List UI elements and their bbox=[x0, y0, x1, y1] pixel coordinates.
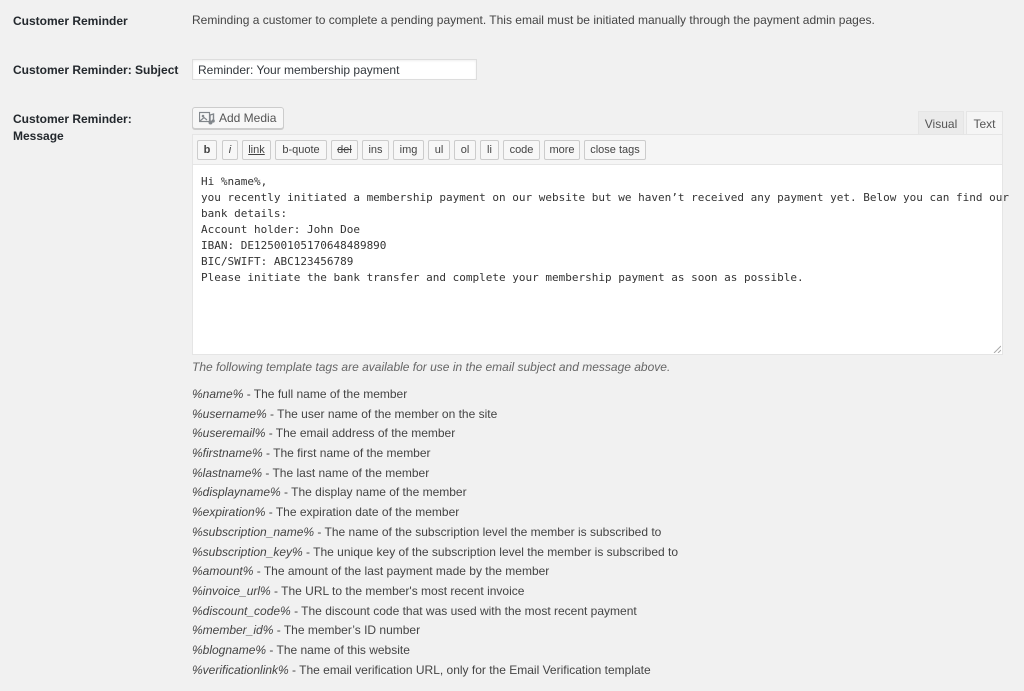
template-tag: %subscription_name% bbox=[192, 524, 315, 539]
qt-close-tags-button[interactable]: close tags bbox=[584, 140, 646, 160]
template-tag: %firstname% bbox=[192, 446, 263, 461]
message-line: Account holder: John Doe bbox=[201, 223, 360, 236]
list-item bbox=[192, 524, 678, 544]
list-item bbox=[192, 465, 678, 485]
template-tag: %invoice_url% bbox=[192, 583, 271, 598]
list-item bbox=[192, 563, 678, 583]
add-media-button[interactable] bbox=[192, 107, 284, 129]
list-item bbox=[192, 642, 678, 662]
qt-code-button[interactable]: code bbox=[503, 140, 540, 160]
qt-ins-button[interactable]: ins bbox=[362, 140, 389, 160]
qt-img-button[interactable]: img bbox=[393, 140, 424, 160]
list-item bbox=[192, 583, 678, 603]
list-item bbox=[192, 544, 678, 564]
list-item bbox=[192, 406, 678, 426]
customer-reminder-description: Reminding a customer to complete a pending payment. This email must be initiated manually through the payment admin pages. bbox=[192, 13, 875, 27]
template-tag: %subscription_key% bbox=[192, 544, 303, 559]
template-tag-description: - The discount code that was used with the most recent payment bbox=[290, 603, 637, 618]
message-line: IBAN: DE12500105170648489890 bbox=[201, 239, 387, 252]
template-tag-description: - The user name of the member on the site bbox=[266, 406, 498, 421]
list-item bbox=[192, 386, 678, 406]
template-tag: %verificationlink% bbox=[192, 662, 289, 677]
list-item bbox=[192, 484, 678, 504]
message-textarea[interactable] bbox=[192, 164, 1009, 355]
template-tag-description: - The display name of the member bbox=[280, 485, 467, 500]
subject-input[interactable] bbox=[192, 59, 477, 80]
qt-ul-button[interactable]: ul bbox=[428, 140, 450, 160]
qt-italic-button[interactable]: i bbox=[222, 140, 238, 160]
customer-reminder-label: Customer Reminder bbox=[13, 14, 128, 28]
list-item bbox=[192, 662, 678, 682]
message-line: Hi %name%, bbox=[201, 175, 268, 188]
qt-bquote-button[interactable]: b-quote bbox=[275, 140, 327, 160]
template-tag: %member_id% bbox=[192, 623, 274, 638]
qt-bold-button[interactable]: b bbox=[197, 140, 217, 160]
template-tag-description: - The URL to the member's most recent invoice bbox=[270, 583, 525, 598]
message-line: bank details: bbox=[201, 207, 288, 220]
message-label-line1: Customer Reminder: bbox=[13, 112, 132, 126]
template-tag: %displayname% bbox=[192, 485, 281, 500]
message-label-line2: Message bbox=[13, 129, 64, 143]
template-tag: %useremail% bbox=[192, 426, 266, 441]
list-item bbox=[192, 425, 678, 445]
template-tag: %amount% bbox=[192, 564, 254, 579]
message-line: BIC/SWIFT: ABC123456789 bbox=[201, 255, 354, 268]
template-tag-description: - The name of the subscription level the member is subscribed to bbox=[314, 524, 662, 539]
qt-ol-button[interactable]: ol bbox=[454, 140, 476, 160]
template-tag: %discount_code% bbox=[192, 603, 291, 618]
add-media-label: Add Media bbox=[219, 111, 277, 125]
list-item bbox=[192, 622, 678, 642]
template-tag-description: - The name of this website bbox=[266, 642, 410, 657]
qt-li-button[interactable]: li bbox=[480, 140, 499, 160]
message-line: you recently initiated a membership payment on our website but we haven’t received any payment yet. Below you can find our bbox=[201, 191, 1009, 204]
message-label bbox=[13, 111, 132, 145]
template-tag: %username% bbox=[192, 406, 267, 421]
template-tag: %expiration% bbox=[192, 505, 266, 520]
tab-text[interactable]: Text bbox=[966, 111, 1003, 135]
template-tags-list bbox=[192, 386, 678, 681]
qt-more-button[interactable]: more bbox=[544, 140, 580, 160]
template-tag-description: - The member’s ID number bbox=[273, 623, 421, 638]
template-tag-description: - The amount of the last payment made by the member bbox=[253, 564, 550, 579]
template-tag-description: - The email verification URL, only for the Email Verification template bbox=[288, 662, 651, 677]
template-tag-description: - The expiration date of the member bbox=[265, 505, 460, 520]
template-tag: %name% bbox=[192, 387, 244, 401]
message-line: Please initiate the bank transfer and complete your membership payment as soon as possible. bbox=[201, 271, 804, 284]
list-item bbox=[192, 445, 678, 465]
template-tag-description: - The email address of the member bbox=[265, 426, 456, 441]
list-item bbox=[192, 504, 678, 524]
tab-visual[interactable]: Visual bbox=[918, 111, 964, 135]
template-tags-help: The following template tags are available for use in the email subject and message above. bbox=[192, 360, 671, 374]
template-tag-description: - The first name of the member bbox=[262, 446, 431, 461]
template-tag-description: - The unique key of the subscription level the member is subscribed to bbox=[302, 544, 679, 559]
qt-link-button[interactable]: link bbox=[242, 140, 271, 160]
template-tag: %lastname% bbox=[192, 465, 263, 480]
media-icon bbox=[199, 111, 215, 125]
template-tag: %blogname% bbox=[192, 642, 267, 657]
qt-del-button[interactable]: del bbox=[331, 140, 358, 160]
list-item bbox=[192, 603, 678, 623]
resize-grip-icon[interactable] bbox=[993, 345, 1001, 353]
subject-label: Customer Reminder: Subject bbox=[13, 63, 179, 77]
template-tag-description: - The last name of the member bbox=[262, 465, 430, 480]
template-tag-description: - The full name of the member bbox=[243, 387, 408, 401]
